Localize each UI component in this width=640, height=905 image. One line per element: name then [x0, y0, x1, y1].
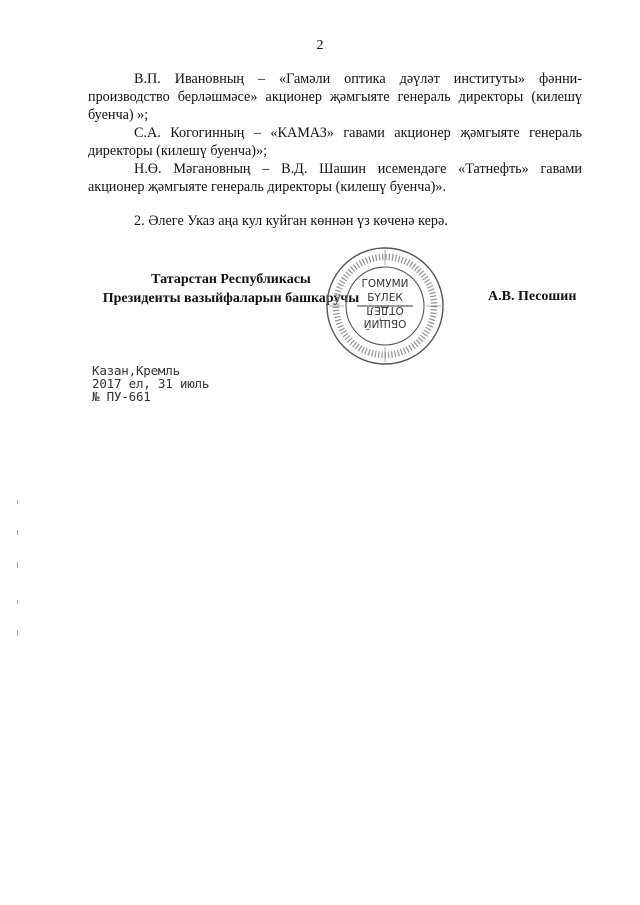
document-body: [88, 70, 582, 230]
stamp-line2: БҮЛЕК: [367, 292, 403, 304]
paragraph-decree-effect: 2. Әлеге Указ аңа кул куйган көннән үз көченә керә.: [134, 213, 448, 229]
signatory-name: А.В. Песошин: [488, 289, 577, 304]
official-stamp: [323, 244, 447, 368]
stamp-line3: ОТДЕЛ: [366, 304, 404, 316]
scan-margin-marks: [17, 500, 19, 650]
stamp-line4: ОБЩИЙ: [363, 317, 407, 329]
signatory-title-line1: Татарстан Республикасы: [151, 272, 311, 287]
paragraph-kogogin: С.А. Когогинның – «КАМАЗ» гавами акционер җәмгыяте генераль директоры (килешү буенча)»;: [88, 125, 582, 159]
decree-footer: [92, 364, 209, 403]
footer-place: Казан,Кремль: [92, 363, 180, 378]
paragraph-maganov: Н.Ө. Мәгановның – В.Д. Шашин исемендәге «Татнефть» гавами акционер җәмгыяте генераль директоры (килешү буенча)».: [88, 161, 582, 195]
page-number: 2: [316, 38, 324, 53]
signatory-title-line2: Президенты вазыйфаларын башкаручы: [102, 291, 360, 306]
paragraph-ivanov: В.П. Ивановның – «Гамәли оптика дәүләт институты» фәнни-производство берләшмәсе» акционер җәмгыяте генераль директоры (килешү буенча) »;: [88, 71, 582, 123]
stamp-line1: ГОМУМИ: [361, 278, 409, 290]
footer-date: 2017 ел, 31 июль: [92, 376, 210, 391]
footer-number: № ПУ-661: [92, 389, 151, 404]
